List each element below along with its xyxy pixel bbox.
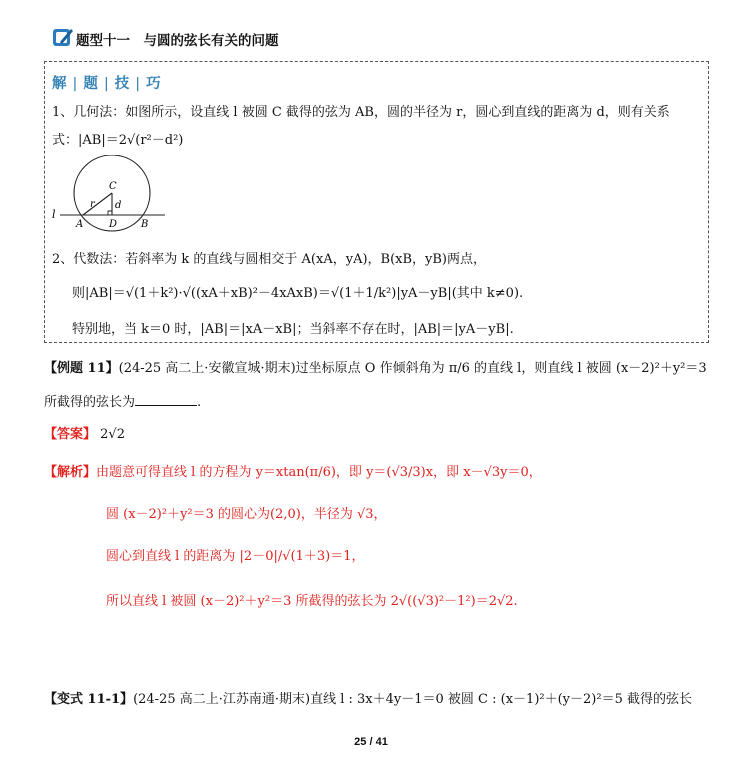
label-r: r — [90, 199, 95, 210]
label-D: D — [109, 219, 118, 230]
label-A: A — [76, 219, 84, 230]
answer-value: 2√2 — [100, 427, 125, 442]
answer-line — [44, 423, 125, 442]
example-label: 【例题 11】 — [44, 361, 119, 376]
variant-text: 直线 l : 3x＋4y－1＝0 被圆 C : (x－1)²＋(y－2)²＝5 截得的弦长 — [310, 692, 692, 707]
analysis-line-1: 【解析】由题意可得直线 l 的方程为 y＝xtan(π/6)，即 y＝(√3/3)x，即 x－√3y＝0， — [44, 465, 542, 480]
answer-label: 【答案】 — [44, 427, 97, 442]
label-d: d — [115, 200, 122, 211]
tips-algebra-text: 2、代数法：若斜率为 k 的直线与圆相交于 A(xA，yA)，B(xB，yB)两点， — [52, 252, 487, 267]
example-question — [44, 357, 707, 376]
tips-geometry-formula: 式：|AB|＝2√(r²－d²) — [52, 133, 184, 148]
label-B: B — [141, 219, 149, 230]
variant-source: (24-25 高二上·江苏南通·期末) — [133, 692, 311, 707]
example-question-end: 所截得的弦长为 . — [44, 395, 202, 410]
tips-geometry-text: 1、几何法：如图所示，设直线 l 被圆 C 截得的弦为 AB，圆的半径为 r，圆心到直线的距离为 d，则有关系 — [52, 105, 670, 120]
chord-circle-diagram — [50, 155, 165, 235]
analysis-line-3: 圆心到直线 l 的距离为 |2－0|/√(1＋3)＝1， — [106, 549, 365, 564]
section-title: 题型十一 与圆的弦长有关的问题 — [76, 33, 279, 49]
example-text: 过坐标原点 O 作倾斜角为 π/6 的直线 l，则直线 l 被圆 (x－2)²＋y²＝3 — [295, 361, 707, 376]
answer-blank — [135, 393, 197, 406]
example-source: (24-25 高二上·安徽宣城·期末) — [118, 361, 296, 376]
page-number: 25 / 41 — [354, 736, 388, 748]
variant-question — [44, 688, 692, 707]
analysis-line-4: 所以直线 l 被圆 (x－2)²＋y²＝3 所截得的弦长为 2√((√3)²－1²)＝2√2. — [106, 594, 518, 609]
label-C: C — [109, 181, 117, 192]
variant-label: 【变式 11-1】 — [44, 692, 134, 707]
tips-algebra-formula: 则|AB|＝√(1＋k²)·√((xA＋xB)²－4xAxB)＝√(1＋1/k²)|yA－yB|(其中 k≠0). — [72, 286, 524, 301]
pencil-note-icon — [52, 26, 74, 48]
analysis-line-2: 圆 (x－2)²＋y²＝3 的圆心为(2,0)，半径为 √3， — [106, 507, 387, 522]
analysis-label: 【解析】 — [44, 465, 97, 480]
tips-special-case: 特别地，当 k＝0 时，|AB|＝|xA－xB|；当斜率不存在时，|AB|＝|yA－yB|. — [72, 322, 514, 337]
tips-heading: 解 | 题 | 技 | 巧 — [52, 76, 162, 92]
label-l: l — [52, 208, 56, 221]
